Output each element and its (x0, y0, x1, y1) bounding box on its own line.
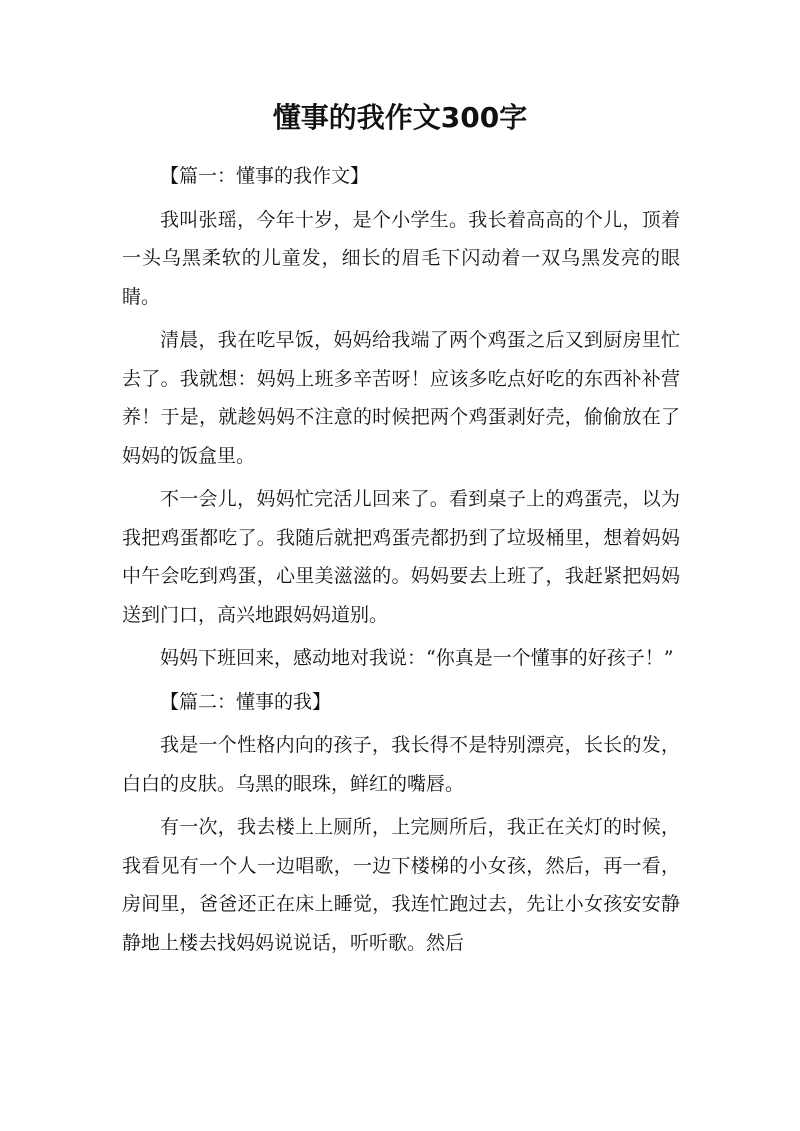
section-heading-2: 【篇二：懂事的我】 (160, 690, 332, 713)
paragraph: 妈妈下班回来，感动地对我说：“你真是一个懂事的好孩子！” (160, 647, 674, 669)
section-heading-1: 【篇一：懂事的我作文】 (160, 165, 370, 187)
paragraph: 不一会儿，妈妈忙完活儿回来了。看到桌子上的鸡蛋壳，以为我把鸡蛋都吃了。我随后就把鸡蛋壳都扔到了垃圾桶里，想着妈妈中午会吃到鸡蛋，心里美滋滋的。妈妈要去上班了，我赶紧把妈妈送到门口，高兴地跟妈妈道别。 (122, 488, 680, 626)
paragraph: 我是一个性格内向的孩子，我长得不是特别漂亮，长长的发，白白的皮肤。乌黑的眼珠，鲜红的嘴唇。 (122, 734, 680, 795)
paragraph: 有一次，我去楼上上厕所，上完厕所后，我正在关灯的时候，我看见有一个人一边唱歌，一边下楼梯的小女孩，然后，再一看，房间里，爸爸还正在床上睡觉，我连忙跑过去，先让小女孩安安静静地上楼去找妈妈说说话，听听歌。然后 (122, 816, 680, 954)
paragraph: 清晨，我在吃早饭，妈妈给我端了两个鸡蛋之后又到厨房里忙去了。我就想：妈妈上班多辛苦呀！应该多吃点好吃的东西补补营养！于是，就趁妈妈不注意的时候把两个鸡蛋剥好壳，偷偷放在了妈妈的饭盒里。 (122, 329, 680, 467)
document-title: 懂事的我作文300字 (272, 101, 528, 134)
document-body (122, 157, 680, 967)
paragraph: 我叫张瑶，今年十岁，是个小学生。我长着高高的个儿，顶着一头乌黑柔软的儿童发，细长的眉毛下闪动着一双乌黑发亮的眼睛。 (122, 208, 680, 308)
